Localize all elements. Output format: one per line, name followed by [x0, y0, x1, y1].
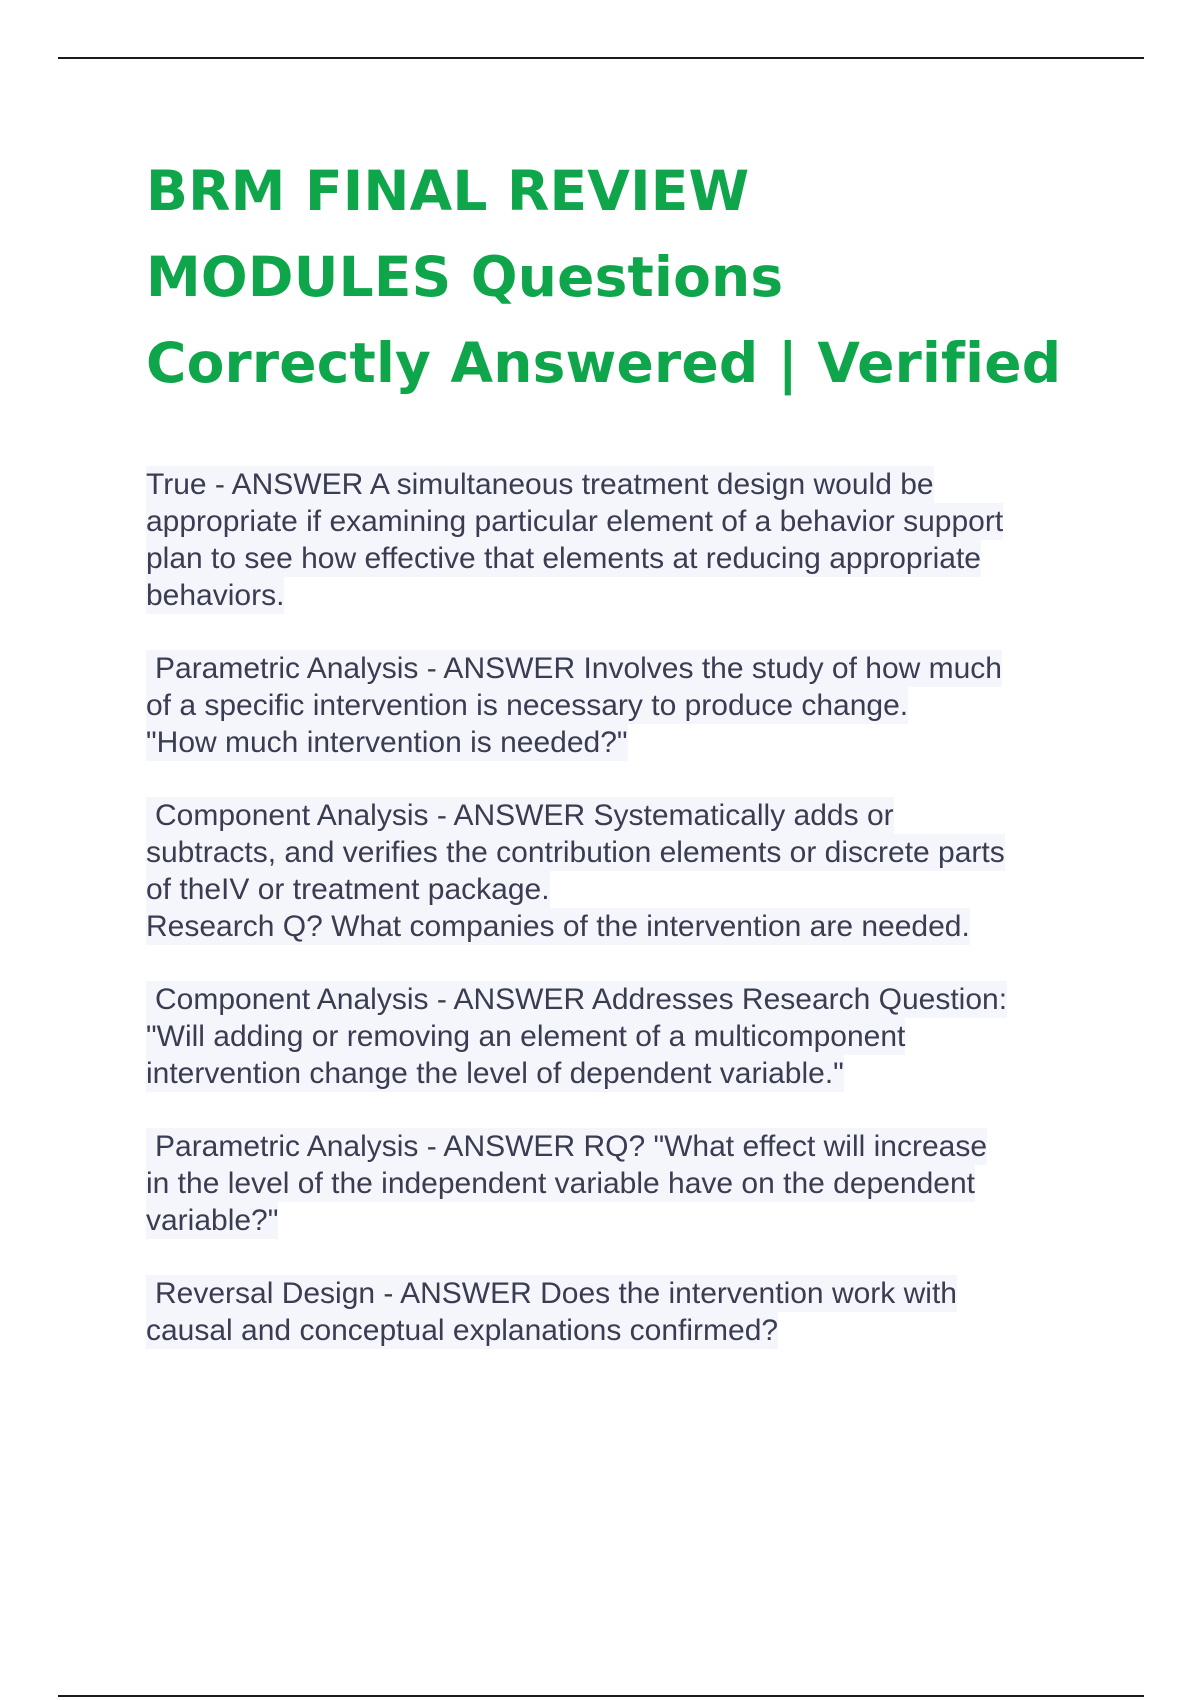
- top-rule: [58, 57, 1144, 59]
- qa-entry: [146, 650, 1096, 761]
- entry-line: "How much intervention is needed?": [146, 726, 628, 759]
- entry-line: Component Analysis - ANSWER Addresses Research Question:: [146, 981, 1007, 1018]
- entry-line: plan to see how effective that elements at reducing appropriate: [146, 542, 981, 575]
- entry-line: Parametric Analysis - ANSWER RQ? "What effect will increase: [146, 1128, 987, 1165]
- entry-line: Parametric Analysis - ANSWER Involves the study of how much: [146, 650, 1002, 687]
- title-line: MODULES Questions: [146, 245, 784, 309]
- qa-entry: [146, 797, 1096, 945]
- entry-line: of a specific intervention is necessary to produce change.: [146, 689, 909, 722]
- entry-line: True - ANSWER A simultaneous treatment design would be: [146, 468, 934, 501]
- entry-line: variable?": [146, 1204, 279, 1237]
- title-line: BRM FINAL REVIEW: [146, 159, 750, 223]
- entry-line: appropriate if examining particular element of a behavior support: [146, 505, 1004, 538]
- qa-entry: [146, 466, 1096, 614]
- entry-line: Component Analysis - ANSWER Systematically adds or: [146, 797, 894, 834]
- entry-line: of theIV or treatment package.: [146, 873, 550, 906]
- qa-entry: [146, 1275, 1096, 1349]
- entry-line: subtracts, and verifies the contribution elements or discrete parts: [146, 836, 1005, 869]
- qa-list: [146, 466, 1096, 1385]
- entry-line: Research Q? What companies of the intervention are needed.: [146, 910, 970, 943]
- entry-line: in the level of the independent variable have on the dependent: [146, 1167, 975, 1200]
- entry-line: behaviors.: [146, 579, 285, 612]
- document-title: [146, 148, 1146, 406]
- bottom-rule: [58, 1695, 1144, 1697]
- title-line: Correctly Answered | Verified: [146, 331, 1062, 395]
- entry-line: "Will adding or removing an element of a multicomponent: [146, 1020, 906, 1053]
- qa-entry: [146, 1128, 1096, 1239]
- qa-entry: [146, 981, 1096, 1092]
- entry-line: causal and conceptual explanations confirmed?: [146, 1314, 779, 1347]
- entry-line: Reversal Design - ANSWER Does the intervention work with: [146, 1275, 957, 1312]
- entry-line: intervention change the level of dependent variable.": [146, 1057, 844, 1090]
